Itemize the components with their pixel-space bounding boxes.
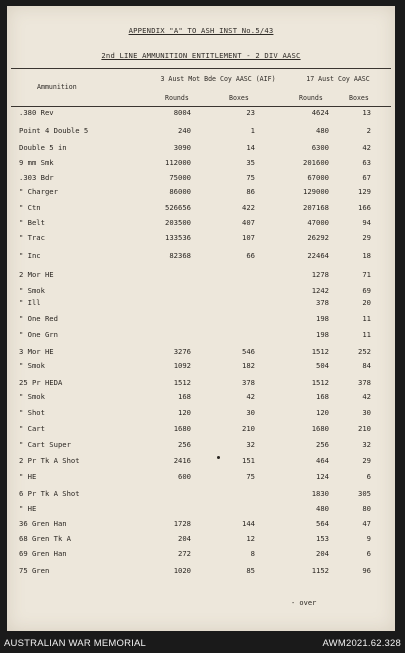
- row-label: .380 Rev: [19, 108, 54, 117]
- table-row: [7, 392, 395, 404]
- table-row: [7, 519, 395, 531]
- rounds-cell-group2: 1242: [311, 286, 329, 295]
- row-label: " Charger: [19, 187, 58, 196]
- row-label: " Ctn: [19, 203, 41, 212]
- rounds-cell-group1: 256: [178, 440, 191, 449]
- rounds-cell-group2: 168: [316, 392, 329, 401]
- rounds-cell-group2: 464: [316, 456, 329, 465]
- row-label: 2 Mor HE: [19, 270, 54, 279]
- boxes-cell-group2: 252: [358, 347, 371, 356]
- row-label: " One Red: [19, 314, 58, 323]
- rounds-cell-group2: 67000: [307, 173, 329, 182]
- rounds-cell-group2: 564: [316, 519, 329, 528]
- rounds-cell-group1: 133536: [165, 233, 191, 242]
- boxes-cell-group1: 182: [242, 361, 255, 370]
- row-label: 25 Pr HEDA: [19, 378, 63, 387]
- footer-accession-number: AWM2021.62.328: [322, 638, 401, 649]
- column-header-ammunition: Ammunition: [37, 83, 77, 91]
- over-note: - over: [291, 599, 317, 607]
- table-row: [7, 378, 395, 390]
- row-label: " Trac: [19, 233, 45, 242]
- table-row: [7, 203, 395, 215]
- table-row: [7, 314, 395, 326]
- boxes-cell-group1: 107: [242, 233, 255, 242]
- rounds-cell-group2: 198: [316, 330, 329, 339]
- boxes-cell-group1: 210: [242, 424, 255, 433]
- table-row: [7, 298, 395, 310]
- row-label: 3 Mor HE: [19, 347, 54, 356]
- rounds-cell-group1: 168: [178, 392, 191, 401]
- rounds-cell-group1: 2416: [173, 456, 191, 465]
- boxes-cell-group2: 129: [358, 187, 371, 196]
- rounds-cell-group1: 203500: [165, 218, 191, 227]
- row-label: Point 4 Double 5: [19, 126, 89, 135]
- header-bottom-rule: [11, 106, 391, 107]
- boxes-cell-group2: 11: [362, 330, 371, 339]
- row-label: 68 Gren Tk A: [19, 534, 71, 543]
- boxes-cell-group2: 47: [362, 519, 371, 528]
- rounds-cell-group2: 1278: [311, 270, 329, 279]
- boxes-cell-group1: 42: [246, 392, 255, 401]
- rounds-cell-group2: 201600: [303, 158, 329, 167]
- rounds-cell-group2: 1830: [311, 489, 329, 498]
- rounds-cell-group2: 1512: [311, 378, 329, 387]
- table-row: [7, 158, 395, 170]
- document-title: APPENDIX "A" TO ASH INST No.5/43: [128, 26, 274, 35]
- rounds-cell-group1: 1728: [173, 519, 191, 528]
- rounds-cell-group2: 1152: [311, 566, 329, 575]
- table-row: [7, 187, 395, 199]
- row-label: Double 5 in: [19, 143, 67, 152]
- row-label: " Cart Super: [19, 440, 71, 449]
- column-header-rounds-1: Rounds: [165, 94, 189, 102]
- boxes-cell-group1: 35: [246, 158, 255, 167]
- boxes-cell-group1: 8: [250, 549, 255, 558]
- row-label: " Cart: [19, 424, 45, 433]
- row-label: 9 mm Smk: [19, 158, 54, 167]
- boxes-cell-group2: 63: [362, 158, 371, 167]
- rounds-cell-group1: 526656: [165, 203, 191, 212]
- boxes-cell-group2: 42: [362, 392, 371, 401]
- row-label: " Smok: [19, 392, 45, 401]
- rounds-cell-group2: 124: [316, 472, 329, 481]
- column-header-rounds-2: Rounds: [299, 94, 323, 102]
- rounds-cell-group2: 378: [316, 298, 329, 307]
- rounds-cell-group2: 207168: [303, 203, 329, 212]
- row-label: 75 Gren: [19, 566, 50, 575]
- boxes-cell-group2: 94: [362, 218, 371, 227]
- table-row: [7, 549, 395, 561]
- boxes-cell-group2: 2: [366, 126, 371, 135]
- row-label: 36 Gren Han: [19, 519, 67, 528]
- column-header-group2: 17 Aust Coy AASC: [306, 75, 370, 83]
- boxes-cell-group2: 18: [362, 251, 371, 260]
- boxes-cell-group1: 422: [242, 203, 255, 212]
- table-row: [7, 424, 395, 436]
- rounds-cell-group1: 75000: [169, 173, 191, 182]
- boxes-cell-group1: 86: [246, 187, 255, 196]
- rounds-cell-group2: 480: [316, 504, 329, 513]
- table-row: [7, 126, 395, 138]
- table-row: [7, 566, 395, 578]
- boxes-cell-group1: 75: [246, 472, 255, 481]
- rounds-cell-group2: 204: [316, 549, 329, 558]
- row-label: " HE: [19, 472, 37, 481]
- rounds-cell-group2: 256: [316, 440, 329, 449]
- table-row: [7, 330, 395, 342]
- table-row: [7, 456, 395, 468]
- boxes-cell-group1: 407: [242, 218, 255, 227]
- rounds-cell-group1: 1512: [173, 378, 191, 387]
- rounds-cell-group2: 47000: [307, 218, 329, 227]
- row-label: " One Grn: [19, 330, 58, 339]
- rounds-cell-group1: 600: [178, 472, 191, 481]
- boxes-cell-group1: 30: [246, 408, 255, 417]
- table-row: [7, 440, 395, 452]
- footer-institution: AUSTRALIAN WAR MEMORIAL: [4, 638, 147, 649]
- boxes-cell-group2: 6: [366, 472, 371, 481]
- table-row: [7, 534, 395, 546]
- rounds-cell-group1: 82368: [169, 251, 191, 260]
- rounds-cell-group2: 6300: [311, 143, 329, 152]
- table-row: [7, 347, 395, 359]
- rounds-cell-group2: 26292: [307, 233, 329, 242]
- table-row: [7, 361, 395, 373]
- boxes-cell-group2: 29: [362, 233, 371, 242]
- rounds-cell-group1: 1020: [173, 566, 191, 575]
- table-row: [7, 218, 395, 230]
- boxes-cell-group2: 305: [358, 489, 371, 498]
- ink-dot: [217, 456, 220, 459]
- rounds-cell-group1: 272: [178, 549, 191, 558]
- table-row: [7, 286, 395, 298]
- table-row: [7, 233, 395, 245]
- boxes-cell-group2: 20: [362, 298, 371, 307]
- rounds-cell-group2: 120: [316, 408, 329, 417]
- boxes-cell-group1: 23: [246, 108, 255, 117]
- boxes-cell-group2: 166: [358, 203, 371, 212]
- boxes-cell-group1: 75: [246, 173, 255, 182]
- boxes-cell-group2: 71: [362, 270, 371, 279]
- header-top-rule: [11, 68, 391, 69]
- boxes-cell-group1: 66: [246, 251, 255, 260]
- rounds-cell-group1: 240: [178, 126, 191, 135]
- row-label: " HE: [19, 504, 37, 513]
- boxes-cell-group1: 144: [242, 519, 255, 528]
- rounds-cell-group1: 1092: [173, 361, 191, 370]
- row-label: " Inc: [19, 251, 41, 260]
- rounds-cell-group1: 3276: [173, 347, 191, 356]
- boxes-cell-group1: 1: [250, 126, 255, 135]
- table-row: [7, 408, 395, 420]
- rounds-cell-group2: 4624: [311, 108, 329, 117]
- row-label: " Smok: [19, 361, 45, 370]
- rounds-cell-group1: 204: [178, 534, 191, 543]
- column-header-group1: 3 Aust Mot Bde Coy AASC (AIF): [160, 75, 276, 83]
- row-label: " Ill: [19, 298, 41, 307]
- boxes-cell-group1: 546: [242, 347, 255, 356]
- table-row: [7, 173, 395, 185]
- table-row: [7, 472, 395, 484]
- boxes-cell-group1: 32: [246, 440, 255, 449]
- rounds-cell-group1: 86000: [169, 187, 191, 196]
- boxes-cell-group2: 96: [362, 566, 371, 575]
- boxes-cell-group2: 32: [362, 440, 371, 449]
- rounds-cell-group2: 129000: [303, 187, 329, 196]
- boxes-cell-group1: 378: [242, 378, 255, 387]
- boxes-cell-group2: 69: [362, 286, 371, 295]
- rounds-cell-group1: 112000: [165, 158, 191, 167]
- table-row: [7, 489, 395, 501]
- table-row: [7, 270, 395, 282]
- row-label: .303 Bdr: [19, 173, 54, 182]
- rounds-cell-group1: 120: [178, 408, 191, 417]
- boxes-cell-group2: 80: [362, 504, 371, 513]
- rounds-cell-group2: 504: [316, 361, 329, 370]
- rounds-cell-group2: 198: [316, 314, 329, 323]
- boxes-cell-group2: 30: [362, 408, 371, 417]
- column-header-boxes-1: Boxes: [229, 94, 249, 102]
- boxes-cell-group1: 85: [246, 566, 255, 575]
- row-label: " Shot: [19, 408, 45, 417]
- boxes-cell-group2: 9: [366, 534, 371, 543]
- row-label: 69 Gren Han: [19, 549, 67, 558]
- document-page: [7, 6, 395, 631]
- rounds-cell-group2: 153: [316, 534, 329, 543]
- boxes-cell-group2: 210: [358, 424, 371, 433]
- rounds-cell-group1: 1680: [173, 424, 191, 433]
- boxes-cell-group2: 29: [362, 456, 371, 465]
- rounds-cell-group2: 480: [316, 126, 329, 135]
- boxes-cell-group2: 84: [362, 361, 371, 370]
- boxes-cell-group1: 12: [246, 534, 255, 543]
- boxes-cell-group1: 151: [242, 456, 255, 465]
- rounds-cell-group2: 1512: [311, 347, 329, 356]
- table-row: [7, 251, 395, 263]
- boxes-cell-group2: 67: [362, 173, 371, 182]
- row-label: 6 Pr Tk A Shot: [19, 489, 80, 498]
- boxes-cell-group2: 13: [362, 108, 371, 117]
- rounds-cell-group2: 1680: [311, 424, 329, 433]
- rounds-cell-group1: 3090: [173, 143, 191, 152]
- table-row: [7, 504, 395, 516]
- boxes-cell-group2: 11: [362, 314, 371, 323]
- rounds-cell-group2: 22464: [307, 251, 329, 260]
- boxes-cell-group2: 378: [358, 378, 371, 387]
- boxes-cell-group2: 6: [366, 549, 371, 558]
- document-subtitle: 2nd LINE AMMUNITION ENTITLEMENT - 2 DIV AASC: [101, 51, 301, 60]
- column-header-boxes-2: Boxes: [349, 94, 369, 102]
- rounds-cell-group1: 8004: [173, 108, 191, 117]
- row-label: " Belt: [19, 218, 45, 227]
- boxes-cell-group1: 14: [246, 143, 255, 152]
- boxes-cell-group2: 42: [362, 143, 371, 152]
- table-row: [7, 143, 395, 155]
- row-label: 2 Pr Tk A Shot: [19, 456, 80, 465]
- table-row: [7, 108, 395, 120]
- row-label: " Smok: [19, 286, 45, 295]
